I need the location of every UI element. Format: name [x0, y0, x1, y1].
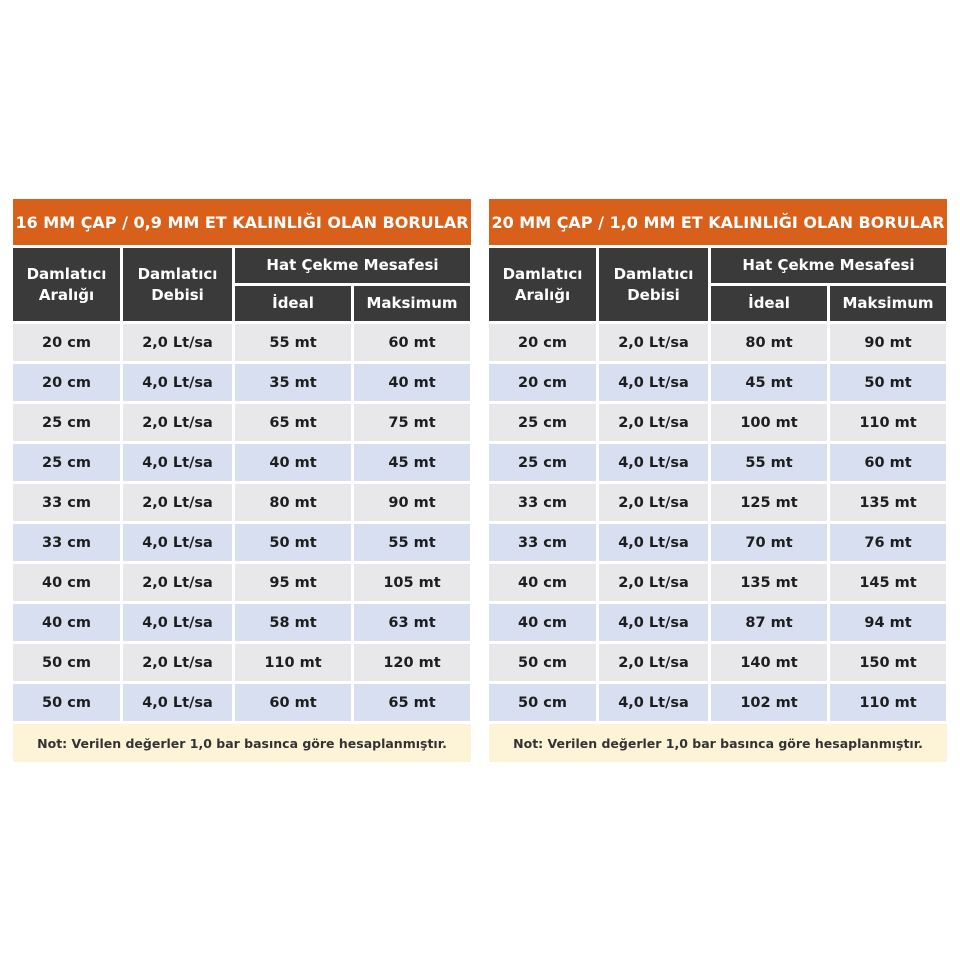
header-dripper-flow-label: Damlatıcı Debisi [137, 264, 218, 304]
max-distance-cell: 50 mt [830, 364, 946, 401]
ideal-distance-cell: 55 mt [235, 324, 351, 361]
header-dripper-flow [123, 248, 232, 321]
dripper-spacing-cell: 20 cm [13, 364, 120, 401]
max-distance-cell: 63 mt [354, 604, 470, 641]
header-ideal: İdeal [235, 286, 351, 321]
max-distance-cell: 120 mt [354, 644, 470, 681]
ideal-distance-cell: 40 mt [235, 444, 351, 481]
dripper-flow-cell: 4,0 Lt/sa [599, 524, 708, 561]
max-distance-cell: 60 mt [354, 324, 470, 361]
header-maximum: Maksimum [830, 286, 946, 321]
table-grid [489, 248, 947, 721]
header-dripper-spacing [489, 248, 596, 321]
dripper-spacing-cell: 33 cm [489, 484, 596, 521]
dripper-flow-cell: 4,0 Lt/sa [599, 604, 708, 641]
dripper-flow-cell: 2,0 Lt/sa [599, 644, 708, 681]
header-dripper-spacing-label: Damlatıcı Aralığı [502, 264, 583, 304]
ideal-distance-cell: 80 mt [711, 324, 827, 361]
dripper-flow-cell: 4,0 Lt/sa [123, 684, 232, 721]
max-distance-cell: 145 mt [830, 564, 946, 601]
dripper-spacing-cell: 33 cm [489, 524, 596, 561]
table-grid [13, 248, 471, 721]
max-distance-cell: 90 mt [830, 324, 946, 361]
max-distance-cell: 105 mt [354, 564, 470, 601]
left-table-panel [13, 199, 471, 762]
table-title: 20 MM ÇAP / 1,0 MM ET KALINLIĞI OLAN BORULAR [489, 199, 947, 245]
max-distance-cell: 55 mt [354, 524, 470, 561]
ideal-distance-cell: 102 mt [711, 684, 827, 721]
ideal-distance-cell: 95 mt [235, 564, 351, 601]
header-line-distance: Hat Çekme Mesafesi [235, 248, 470, 283]
max-distance-cell: 75 mt [354, 404, 470, 441]
table-title: 16 MM ÇAP / 0,9 MM ET KALINLIĞI OLAN BORULAR [13, 199, 471, 245]
header-maximum: Maksimum [354, 286, 470, 321]
right-table-panel [489, 199, 947, 762]
dripper-spacing-cell: 25 cm [489, 404, 596, 441]
ideal-distance-cell: 140 mt [711, 644, 827, 681]
dripper-spacing-cell: 25 cm [489, 444, 596, 481]
header-ideal: İdeal [711, 286, 827, 321]
table-note: Not: Verilen değerler 1,0 bar basınca göre hesaplanmıştır. [489, 724, 947, 762]
max-distance-cell: 40 mt [354, 364, 470, 401]
ideal-distance-cell: 125 mt [711, 484, 827, 521]
dripper-spacing-cell: 25 cm [13, 444, 120, 481]
dripper-flow-cell: 4,0 Lt/sa [123, 444, 232, 481]
dripper-flow-cell: 4,0 Lt/sa [123, 524, 232, 561]
header-dripper-spacing [13, 248, 120, 321]
header-dripper-flow [599, 248, 708, 321]
dripper-spacing-cell: 33 cm [13, 484, 120, 521]
ideal-distance-cell: 35 mt [235, 364, 351, 401]
ideal-distance-cell: 45 mt [711, 364, 827, 401]
dripper-flow-cell: 2,0 Lt/sa [599, 564, 708, 601]
header-dripper-spacing-label: Damlatıcı Aralığı [26, 264, 107, 304]
dripper-flow-cell: 2,0 Lt/sa [599, 484, 708, 521]
table-note: Not: Verilen değerler 1,0 bar basınca göre hesaplanmıştır. [13, 724, 471, 762]
dripper-spacing-cell: 20 cm [489, 324, 596, 361]
max-distance-cell: 150 mt [830, 644, 946, 681]
ideal-distance-cell: 87 mt [711, 604, 827, 641]
dripper-flow-cell: 2,0 Lt/sa [123, 324, 232, 361]
ideal-distance-cell: 135 mt [711, 564, 827, 601]
max-distance-cell: 110 mt [830, 404, 946, 441]
max-distance-cell: 110 mt [830, 684, 946, 721]
header-line-distance: Hat Çekme Mesafesi [711, 248, 946, 283]
ideal-distance-cell: 60 mt [235, 684, 351, 721]
dripper-spacing-cell: 33 cm [13, 524, 120, 561]
ideal-distance-cell: 55 mt [711, 444, 827, 481]
dripper-spacing-cell: 50 cm [13, 644, 120, 681]
ideal-distance-cell: 100 mt [711, 404, 827, 441]
dripper-spacing-cell: 40 cm [13, 604, 120, 641]
max-distance-cell: 60 mt [830, 444, 946, 481]
dripper-flow-cell: 2,0 Lt/sa [599, 324, 708, 361]
dripper-spacing-cell: 40 cm [13, 564, 120, 601]
dripper-flow-cell: 2,0 Lt/sa [123, 484, 232, 521]
max-distance-cell: 45 mt [354, 444, 470, 481]
dripper-spacing-cell: 40 cm [489, 604, 596, 641]
dripper-flow-cell: 2,0 Lt/sa [123, 644, 232, 681]
dripper-spacing-cell: 50 cm [489, 644, 596, 681]
dripper-spacing-cell: 50 cm [13, 684, 120, 721]
dripper-flow-cell: 2,0 Lt/sa [123, 564, 232, 601]
dripper-flow-cell: 4,0 Lt/sa [123, 364, 232, 401]
max-distance-cell: 94 mt [830, 604, 946, 641]
max-distance-cell: 76 mt [830, 524, 946, 561]
max-distance-cell: 65 mt [354, 684, 470, 721]
ideal-distance-cell: 50 mt [235, 524, 351, 561]
dripper-flow-cell: 2,0 Lt/sa [599, 404, 708, 441]
header-dripper-flow-label: Damlatıcı Debisi [613, 264, 694, 304]
dripper-flow-cell: 2,0 Lt/sa [123, 404, 232, 441]
dripper-flow-cell: 4,0 Lt/sa [599, 444, 708, 481]
max-distance-cell: 135 mt [830, 484, 946, 521]
ideal-distance-cell: 80 mt [235, 484, 351, 521]
dripper-spacing-cell: 40 cm [489, 564, 596, 601]
dripper-spacing-cell: 20 cm [489, 364, 596, 401]
dripper-flow-cell: 4,0 Lt/sa [123, 604, 232, 641]
ideal-distance-cell: 65 mt [235, 404, 351, 441]
ideal-distance-cell: 58 mt [235, 604, 351, 641]
ideal-distance-cell: 70 mt [711, 524, 827, 561]
ideal-distance-cell: 110 mt [235, 644, 351, 681]
dripper-flow-cell: 4,0 Lt/sa [599, 684, 708, 721]
max-distance-cell: 90 mt [354, 484, 470, 521]
dripper-spacing-cell: 25 cm [13, 404, 120, 441]
dripper-flow-cell: 4,0 Lt/sa [599, 364, 708, 401]
dripper-spacing-cell: 20 cm [13, 324, 120, 361]
dripper-spacing-cell: 50 cm [489, 684, 596, 721]
